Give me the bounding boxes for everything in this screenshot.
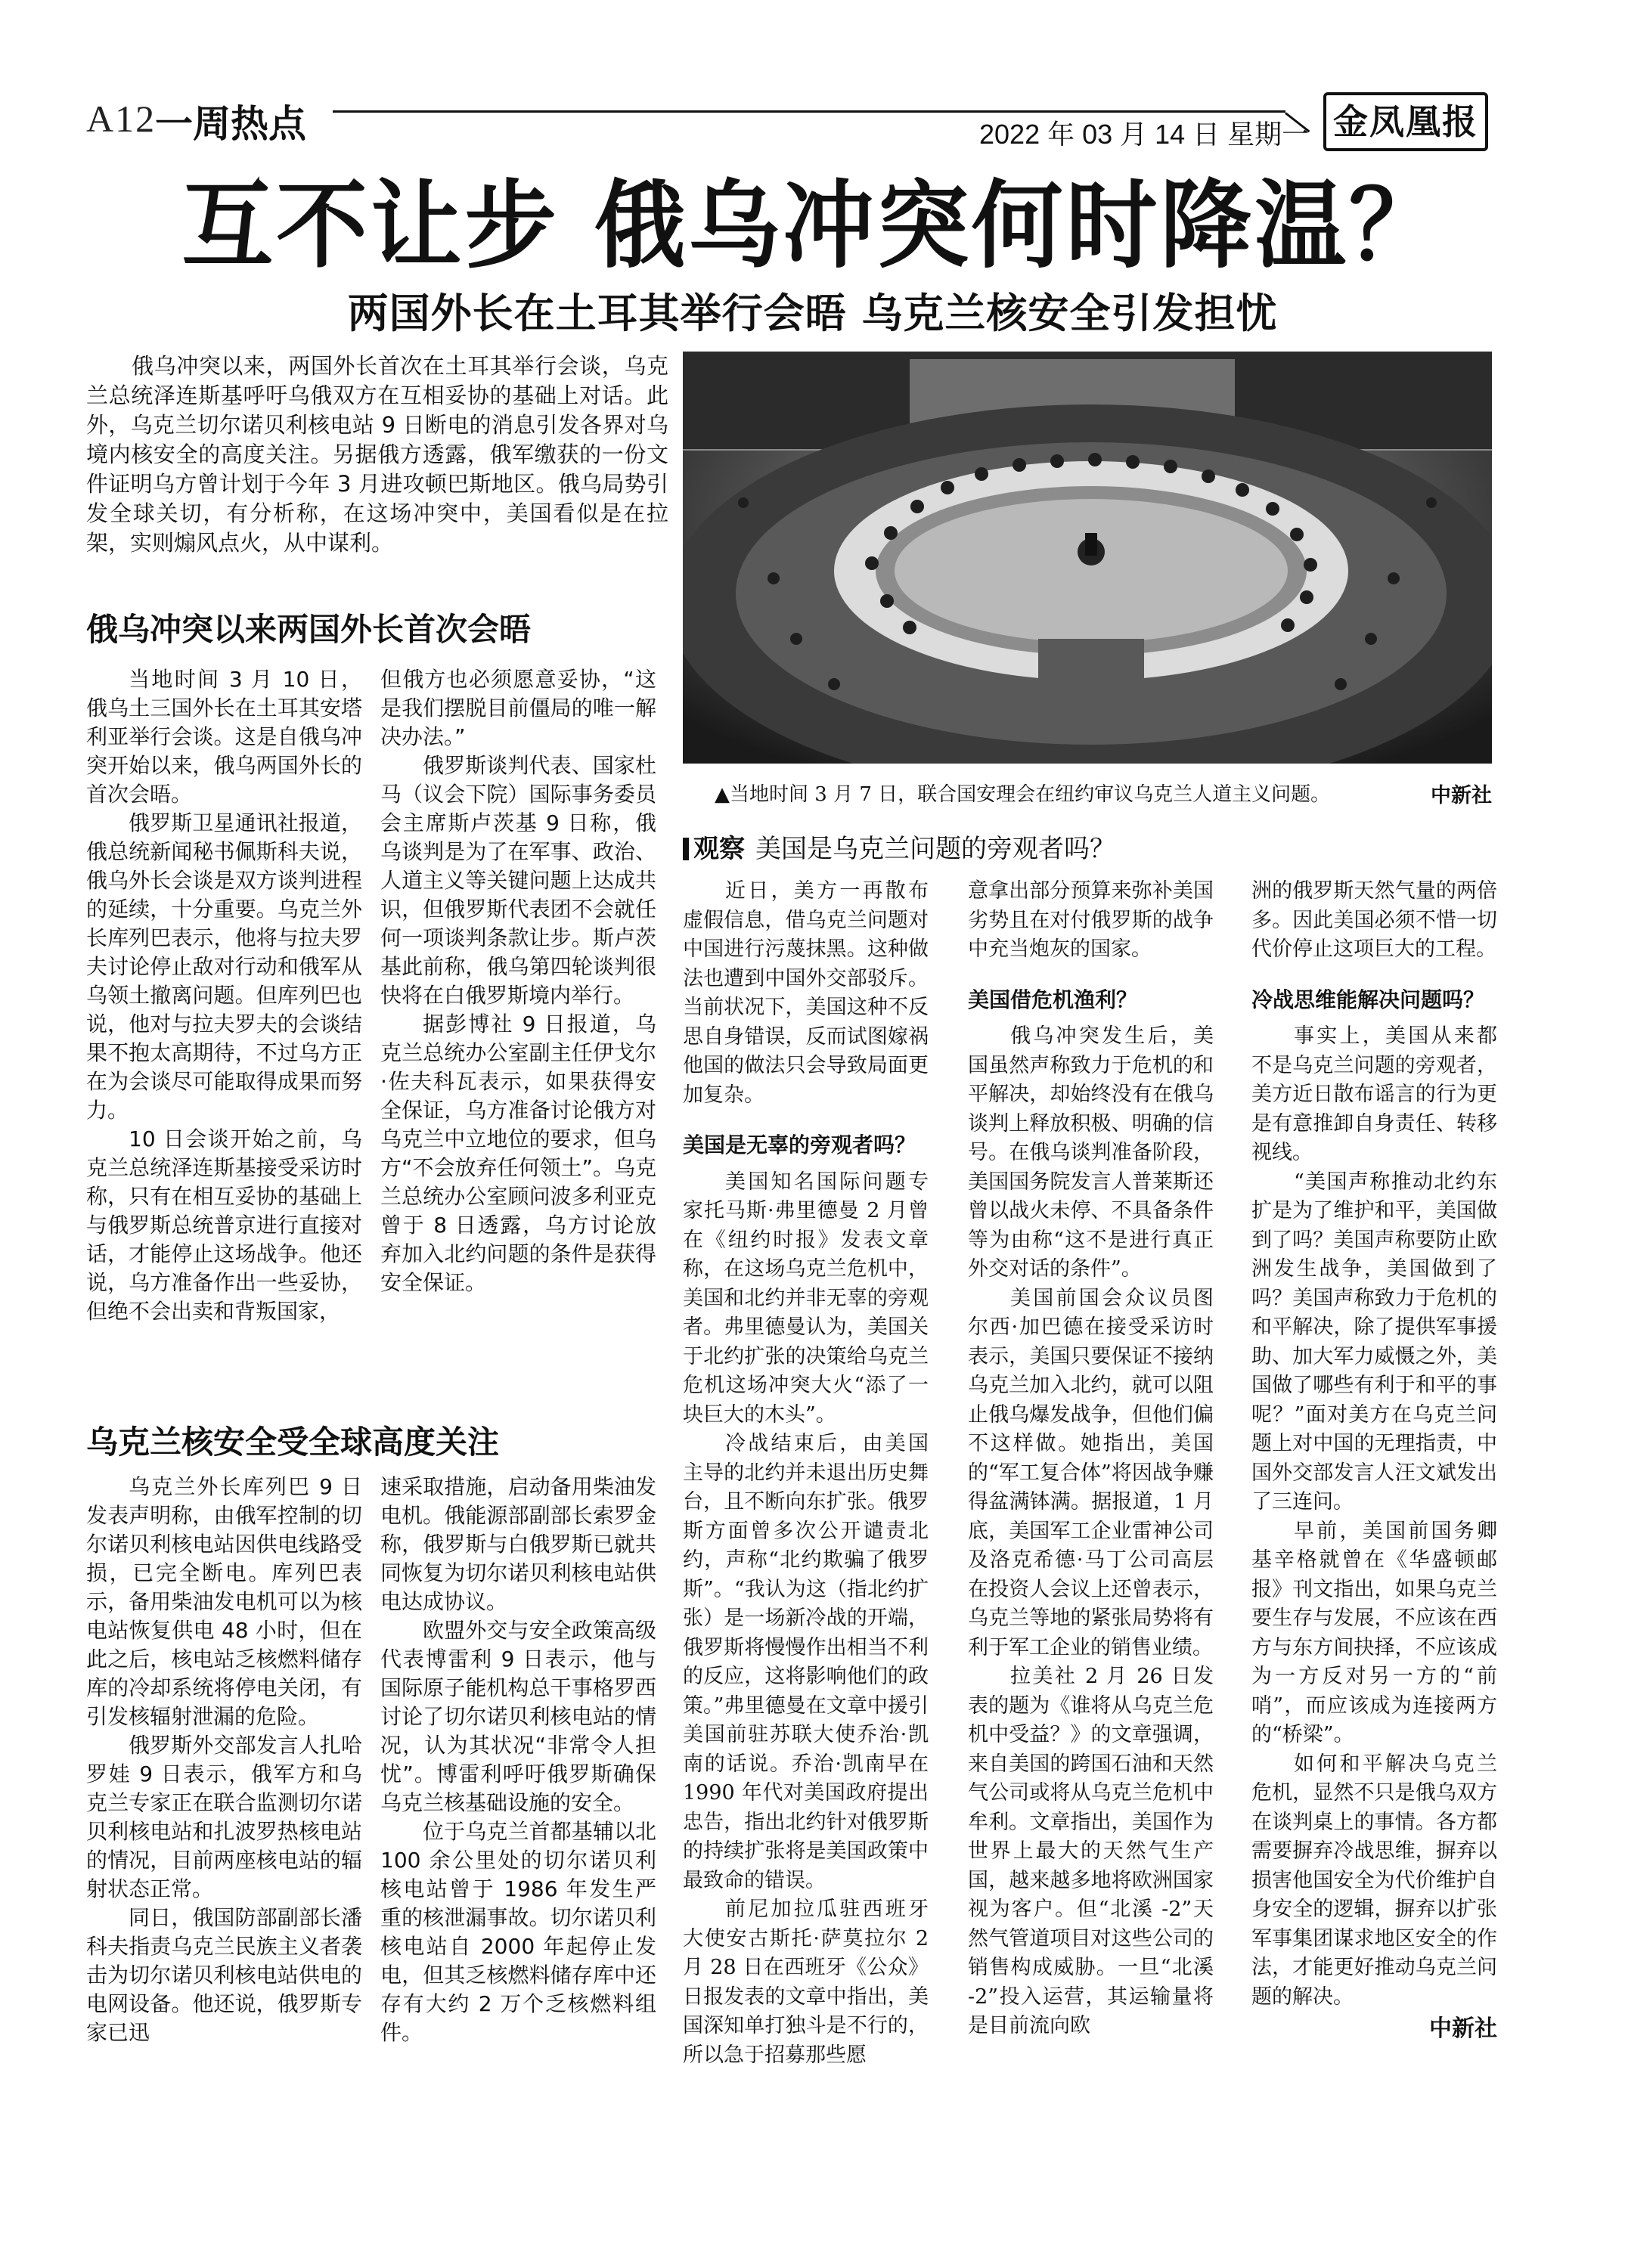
page-number: A12 bbox=[86, 98, 157, 140]
article-credit: 中新社 bbox=[1429, 2015, 1497, 2042]
subheading: 冷战思维能解决问题吗？ bbox=[1251, 987, 1485, 1012]
observation-heading bbox=[683, 828, 1115, 865]
paragraph: 美国前国会众议员图尔西·加巴德在接受采访时表示，美国只要保证不接纳乌克兰加入北约，就可以阻止俄乌爆发战争，但他们偏不这样做。她指出，美国的“军工复合体”将因战争赚得盆满钵满。据报道，1 月底，美国军工企业雷神公司及洛克希德·马丁公司高层在投资人会议上还曾表示，乌克兰等地的紧张局势将有利于军工企业的销售业绩。 bbox=[968, 1286, 1214, 1659]
paragraph: 俄罗斯卫星通讯社报道，俄总统新闻秘书佩斯科夫说，俄乌外长会谈是双方谈判进程的延续，十分重要。乌克兰外长库列巴表示，他将与拉夫罗夫讨论停止敌对行动和俄军从乌领土撤离问题。但库列巴也说，他对与拉夫罗夫的会谈结果不抱太高期待，不过乌方正在为会谈尽可能取得成果而努力。 bbox=[86, 810, 362, 1123]
header-rule bbox=[333, 110, 1285, 113]
section2-col2 bbox=[380, 1473, 656, 2047]
paragraph: 欧盟外交与安全政策高级代表博雷利 9 日表示，他与国际原子能机构总干事格罗西讨论了切尔诺贝利核电站的情况，认为其状况“非常令人担忧”。博雷利呼吁俄罗斯确保乌克兰核基础设施的安全。 bbox=[380, 1618, 656, 1815]
paragraph: 早前，美国前国务卿基辛格就曾在《华盛顿邮报》刊文指出，如果乌克兰要生存与发展，不应该在西方与东方间抉择，不应该成为一方反对另一方的“前哨”，而应该成为连接两方的“桥梁”。 bbox=[1251, 1519, 1497, 1746]
paragraph: 位于乌克兰首都基辅以北 100 余公里处的切尔诺贝利核电站曾于 1986 年发生严重的核泄漏事故。切尔诺贝利核电站自 2000 年起停止发电，但其乏核燃料储存库中还存有大约 2 万个乏核燃料组件。 bbox=[380, 1819, 656, 2045]
lead-paragraph: 俄乌冲突以来，两国外长首次在土耳其举行会谈，乌克兰总统泽连斯基呼吁乌俄双方在互相妥协的基础上对话。此外，乌克兰切尔诺贝利核电站 9 日断电的消息引发各界对乌境内核安全的高度关注。另据俄方透露，俄军缴获的一份文件证明乌方曾计划于今年 3 月进攻顿巴斯地区。俄乌局势引发全球关切，有分析称，在这场冲突中，美国看似是在拉架，实则煽风点火，从中谋利。 bbox=[86, 353, 668, 556]
subheading: 美国是无辜的旁观者吗？ bbox=[683, 1132, 916, 1157]
paragraph: 近日，美方一再散布虚假信息，借乌克兰问题对中国进行污蔑抹黑。这种做法也遭到中国外交部驳斥。当前状况下，美国这种不反思自身错误，反而试图嫁祸他国的做法只会导致局面更加复杂。 bbox=[683, 879, 929, 1107]
paragraph: 前尼加拉瓜驻西班牙大使安古斯托·萨莫拉尔 2 月 28 日在西班牙《公众》日报发表的文章中指出，美国深知单打独斗是不行的，所以急于招募那些愿 bbox=[683, 1898, 929, 2067]
paragraph: 同日，俄国防部副部长潘科夫指责乌克兰民族主义者袭击为切尔诺贝利核电站供电的电网设备。他还说，俄罗斯专家已迅 bbox=[86, 1905, 362, 2045]
paragraph: 冷战结束后，由美国主导的北约并未退出历史舞台，且不断向东扩张。俄罗斯方面曾多次公开谴责北约，声称“北约欺骗了俄罗斯”。“我认为这（指北约扩张）是一场新冷战的开端，俄罗斯将慢慢作出相当不利的反应，这将影响他们的政策。”弗里德曼在文章中援引美国前驻苏联大使乔治·凯南的话说。乔治·凯南早在 1990 年代对美国政府提出忠告，指出北约针对俄罗斯的持续扩张将是美国政策中最致命的错误。 bbox=[683, 1432, 929, 1892]
paragraph: 俄罗斯外交部发言人扎哈罗娃 9 日表示，俄军方和乌克兰专家正在联合监测切尔诺贝利核电站和扎波罗热核电站的情况，目前两座核电站的辐射状态正常。 bbox=[86, 1733, 362, 1901]
paragraph: 拉美社 2 月 26 日发表的题为《谁将从乌克兰危机中受益？》的文章强调，来自美国的跨国石油和天然气公司或将从乌克兰危机中牟利。文章指出，美国作为世界上最大的天然气生产国，越来越多地将欧洲国家视为客户。但“北溪 -2”天然气管道项目对这些公司的销售构成威胁。一旦“北溪 -2”投入运营，其运输量将是目前流向欧 bbox=[968, 1665, 1214, 2037]
paragraph: 据彭博社 9 日报道，乌克兰总统办公室副主任伊戈尔·佐夫科瓦表示，如果获得安全保证，乌方准备讨论俄方对乌克兰中立地位的要求，但乌方“不会放弃任何领土”。乌克兰总统办公室顾问波多利亚克曾于 8 日透露，乌方讨论放弃加入北约问题的条件是获得安全保证。 bbox=[380, 1012, 657, 1295]
paragraph: “美国声称推动北约东扩是为了维护和平，美国做到了吗？美国声称要防止欧洲发生战争，美国做到了吗？美国声称致力于危机的和平解决，除了提供军事援助、加大军力威慑之外，美国做了哪些有利于和平的事呢？”面对美方在乌克兰问题上对中国的无理指责，中国外交部发言人汪文斌发出了三连问。 bbox=[1251, 1170, 1497, 1514]
heading-bar bbox=[683, 838, 689, 860]
observation-tag: 观察 bbox=[693, 834, 745, 864]
paragraph: 美国知名国际问题专家托马斯·弗里德曼 2 月曾在《纽约时报》发表文章称，在这场乌克兰危机中，美国和北约并非无辜的旁观者。弗里德曼认为，美国关于北约扩张的决策给乌克兰危机这场冲突大火“添了一块巨大的木头”。 bbox=[683, 1170, 929, 1427]
section1-col2 bbox=[380, 665, 656, 1297]
paragraph: 速采取措施，启动备用柴油发电机。俄能源部副部长索罗金称，俄罗斯与白俄罗斯已就共同恢复为切尔诺贝利核电站供电达成协议。 bbox=[380, 1474, 656, 1614]
paragraph: 俄罗斯谈判代表、国家杜马（议会下院）国际事务委员会主席斯卢茨基 9 日称，俄乌谈判是为了在军事、政治、人道主义等关键问题上达成共识，但俄罗斯代表团不会就任何一项谈判条款让步。斯卢茨基此前称，俄乌第四轮谈判很快将在白俄罗斯境内举行。 bbox=[380, 753, 656, 1008]
section1-title: 俄乌冲突以来两国外长首次会晤 bbox=[86, 611, 532, 648]
section2-col1 bbox=[86, 1473, 362, 2047]
masthead-logo: 金凤凰报 bbox=[1323, 92, 1488, 151]
paragraph: 洲的俄罗斯天然气量的两倍多。因此美国必须不惜一切代价停止这项巨大的工程。 bbox=[1251, 879, 1497, 961]
paragraph: 事实上，美国从来都不是乌克兰问题的旁观者，美方近日散布谣言的行为更是有意推卸自身责任、转移视线。 bbox=[1251, 1024, 1497, 1164]
issue-date: 2022 年 03 月 14 日 星期一 bbox=[979, 119, 1310, 150]
paragraph: 乌克兰外长库列巴 9 日发表声明称，由俄军控制的切尔诺贝利核电站因供电线路受损，已完全断电。库列巴表示，备用柴油发电机可以为核电站恢复供电 48 小时，但在此之后，核电站乏核燃料储存库的冷却系统将停电关闭，有引发核辐射泄漏的危险。 bbox=[86, 1474, 362, 1729]
subheadline: 两国外长在土耳其举行会晤 乌克兰核安全引发担忧 bbox=[347, 290, 1278, 337]
paragraph: 俄乌冲突发生后，美国虽然声称致力于危机的和平解决，却始终没有在俄乌谈判上释放积极、明确的信号。在俄乌谈判准备阶段，美国国务院发言人普莱斯还曾以战火未停、不具备条件等为由称“这不是进行真正外交对话的条件”。 bbox=[968, 1024, 1214, 1281]
observation-col2 bbox=[968, 877, 1214, 2041]
paragraph: 如何和平解决乌克兰危机，显然不只是俄乌双方在谈判桌上的事情。各方都需要摒弃冷战思维，摒弃以损害他国安全为代价维护自身安全的逻辑，摒弃以扩张军事集团谋求地区安全的作法，才能更好推动乌克兰问题的解决。 bbox=[1251, 1752, 1497, 2009]
observation-title: 美国是乌克兰问题的旁观者吗？ bbox=[755, 834, 1115, 864]
paragraph: 10 日会谈开始之前，乌克兰总统泽连斯基接受采访时称，只有在相互妥协的基础上与俄罗斯总统普京进行直接对话，才能停止这场战争。他还说，乌方准备作出一些妥协，但绝不会出卖和背叛国家， bbox=[86, 1126, 362, 1324]
section1-col1 bbox=[86, 665, 362, 1326]
news-photo bbox=[683, 352, 1492, 764]
un-security-council-photo bbox=[683, 352, 1492, 764]
observation-col1 bbox=[683, 877, 929, 2070]
subheading: 美国借危机渔利？ bbox=[968, 987, 1138, 1012]
photo-caption: ▲当地时间 3 月 7 日，联合国安理会在纽约审议乌克兰人道主义问题。 bbox=[715, 783, 1331, 806]
paragraph: 意拿出部分预算来弥补美国劣势且在对付俄罗斯的战争中充当炮灰的国家。 bbox=[968, 879, 1214, 961]
section2-title: 乌克兰核安全受全球高度关注 bbox=[86, 1424, 500, 1461]
observation-col3 bbox=[1251, 877, 1497, 2044]
headline: 互不让步 俄乌冲突何时降温？ bbox=[181, 170, 1444, 281]
paragraph: 当地时间 3 月 10 日，俄乌土三国外长在土耳其安塔利亚举行会谈。这是自俄乌冲突开始以来，俄乌两国外长的首次会晤。 bbox=[86, 667, 362, 807]
paragraph: 但俄方也必须愿意妥协，“这是我们摆脱目前僵局的唯一解决办法。” bbox=[380, 667, 656, 749]
photo-credit: 中新社 bbox=[1431, 784, 1492, 807]
section-name: 一周热点 bbox=[155, 102, 306, 146]
